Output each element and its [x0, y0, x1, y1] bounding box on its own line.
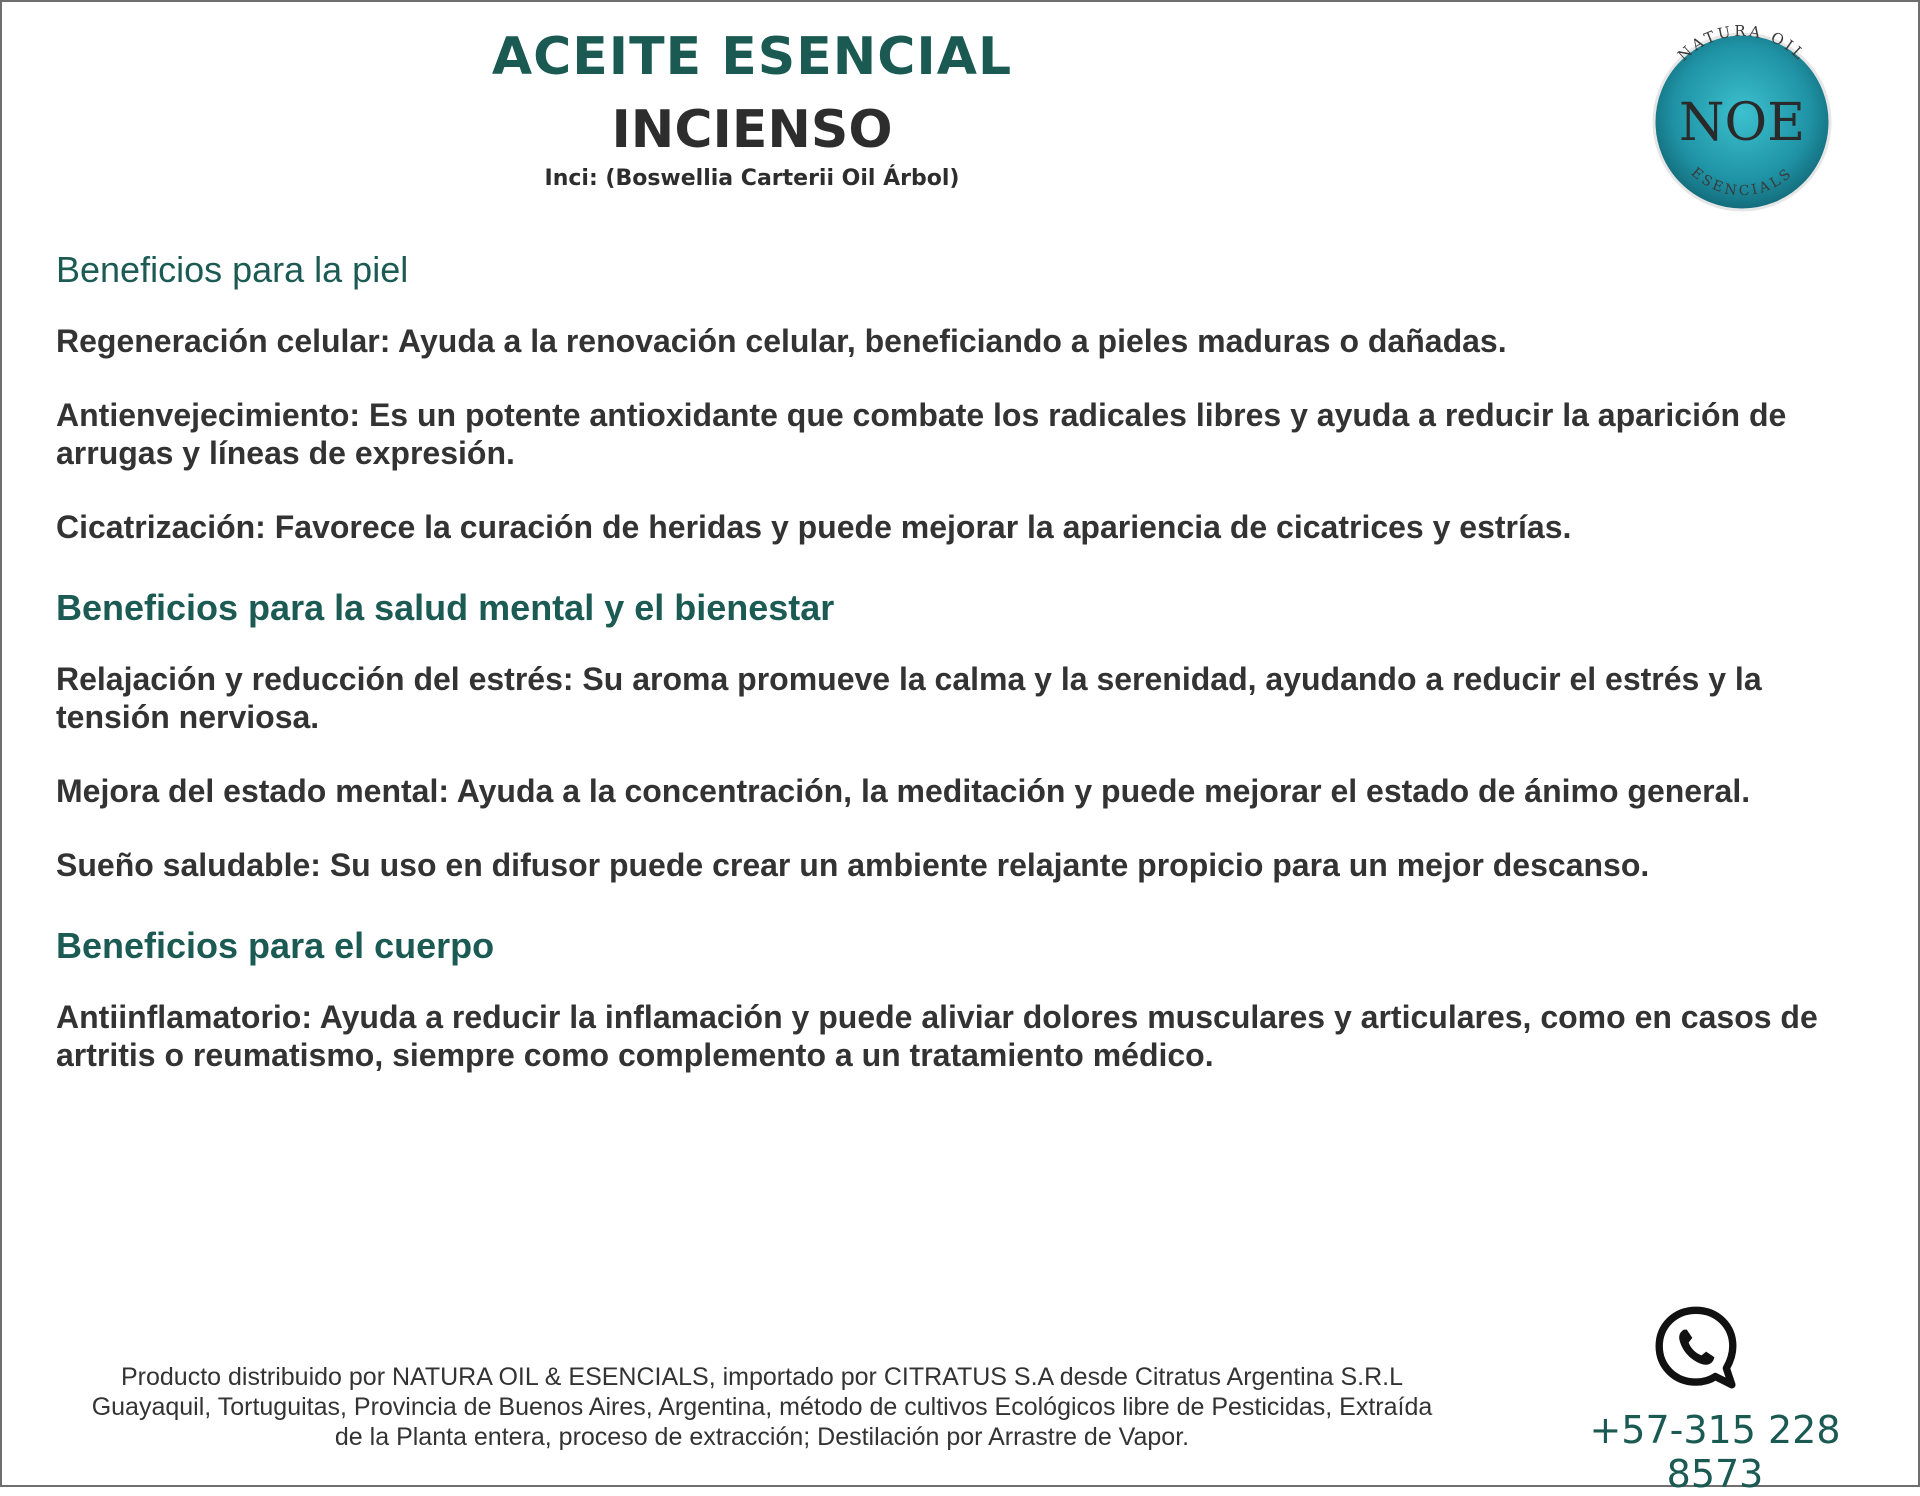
section-skin	[56, 248, 1876, 546]
paragraph: Regeneración celular: Ayuda a la renovación celular, beneficiando a pieles maduras o dañadas.	[56, 323, 1507, 359]
paragraph: Mejora del estado mental: Ayuda a la concentración, la meditación y puede mejorar el estado de ánimo general.	[56, 773, 1751, 809]
paragraph: Cicatrización: Favorece la curación de heridas y puede mejorar la apariencia de cicatrices y estrías.	[56, 509, 1572, 545]
footer-line: Producto distribuido por NATURA OIL & ESENCIALS, importado por CITRATUS S.A desde Citratus Argentina S.R.L	[120, 1363, 1404, 1391]
inci-line: Inci: (Boswellia Carterii Oil Árbol)	[544, 166, 960, 191]
paragraph: Antiinflamatorio: Ayuda a reducir la inflamación y puede aliviar dolores musculares y articulares, como en casos de artritis o reumatismo, siempre como complemento a un tratamiento médico.	[56, 999, 1818, 1073]
footer-text	[22, 1362, 1502, 1452]
logo-arc-bottom: ESENCIALS	[1687, 164, 1797, 200]
noe-logo-icon	[1642, 22, 1842, 222]
logo-text: NOE	[1678, 93, 1806, 153]
page-title: ACEITE ESENCIAL	[491, 27, 1013, 87]
section-body	[56, 924, 1876, 1074]
benefits-content	[56, 248, 1876, 1074]
section-title: Beneficios para la salud mental y el bienestar	[56, 587, 835, 628]
paragraph: Antienvejecimiento: Es un potente antioxidante que combate los radicales libres y ayuda a reducir la aparición de arrugas y líneas de expresión.	[56, 397, 1787, 471]
header	[462, 20, 1042, 191]
product-name: INCIENSO	[611, 100, 893, 160]
section-title: Beneficios para el cuerpo	[56, 925, 495, 966]
logo-arc-top: NATURA OIL	[1674, 22, 1810, 65]
paragraph: Relajación y reducción del estrés: Su aroma promueve la calma y la serenidad, ayudando a reducir el estrés y la tensión nerviosa.	[56, 661, 1762, 735]
footer-line: Guayaquil, Tortuguitas, Provincia de Buenos Aires, Argentina, método de cultivos Ecológicos libre de Pesticidas, Extraída	[91, 1393, 1433, 1421]
section-mental-health	[56, 586, 1876, 884]
whatsapp-icon	[1650, 1302, 1742, 1394]
paragraph: Sueño saludable: Su uso en difusor puede crear un ambiente relajante propicio para un mejor descanso.	[56, 847, 1650, 883]
section-title: Beneficios para la piel	[56, 249, 409, 290]
phone-number: +57-315 228 8573	[1589, 1408, 1841, 1496]
footer-line: de la Planta entera, proceso de extracción; Destilación por Arrastre de Vapor.	[334, 1423, 1190, 1451]
